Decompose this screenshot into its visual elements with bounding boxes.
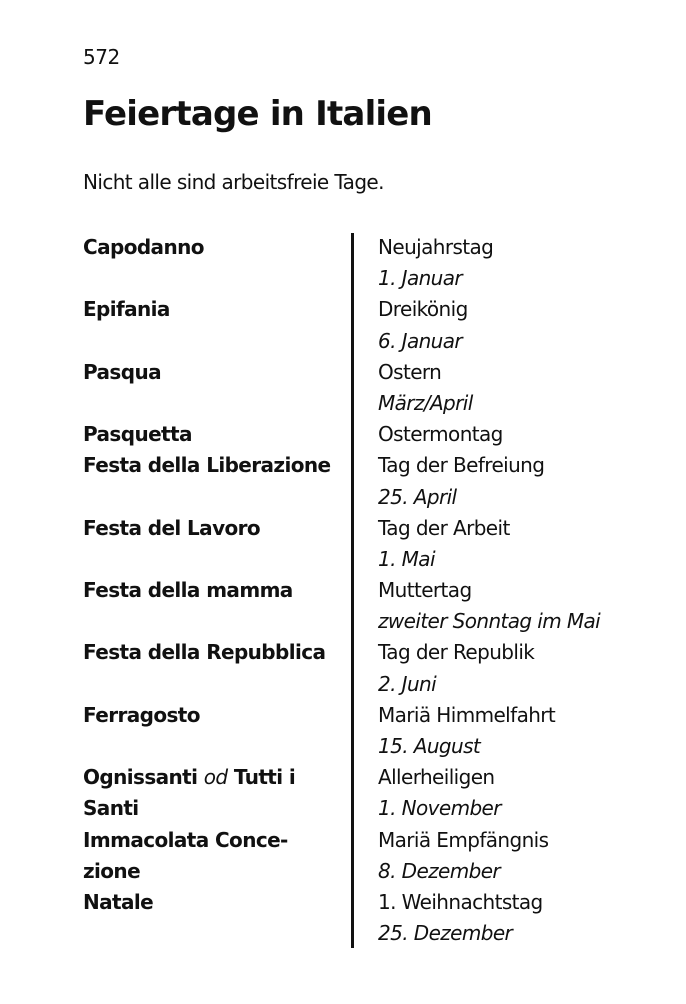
- holiday-date: 2. Juni: [378, 671, 437, 696]
- holiday-date: 6. Januar: [378, 328, 463, 353]
- or-connector: od: [203, 765, 228, 790]
- column-divider: [351, 233, 354, 948]
- german-name: Allerheiligen: [378, 765, 495, 790]
- german-name: Neujahrstag: [378, 235, 494, 259]
- holiday-date: 1. Januar: [378, 266, 463, 291]
- german-name: Mariä Empfängnis: [378, 827, 549, 852]
- subtitle: Nicht alle sind arbeitsfreie Tage.: [83, 170, 384, 194]
- italian-name: Epifania: [83, 297, 170, 322]
- german-name: Dreikönig: [378, 297, 468, 322]
- german-names-column: [378, 232, 678, 949]
- holiday-date: zweiter Sonntag im Mai: [378, 609, 601, 634]
- italian-name-continuation: Santi: [83, 796, 139, 821]
- german-name: Tag der Arbeit: [378, 515, 510, 540]
- holiday-date: 8. Dezember: [378, 858, 501, 883]
- italian-name: Pasquetta: [83, 422, 192, 447]
- page-title: Feiertage in Italien: [83, 94, 432, 134]
- italian-name: Festa della Liberazione: [83, 453, 331, 478]
- holiday-date: März/April: [378, 390, 473, 415]
- page-number: 572: [83, 45, 120, 69]
- italian-name: Ognissanti od Tutti i: [83, 765, 296, 790]
- italian-name: Festa del Lavoro: [83, 515, 261, 540]
- german-name: Tag der Befreiung: [378, 453, 545, 478]
- italian-name: Immacolata Conce-: [83, 827, 288, 852]
- italian-name: Natale: [83, 889, 154, 914]
- german-name: Tag der Republik: [378, 640, 535, 665]
- holiday-date: 1. November: [378, 796, 501, 821]
- holiday-date: 15. August: [378, 734, 481, 758]
- german-name: Ostern: [378, 359, 442, 384]
- italian-name: Festa della mamma: [83, 578, 293, 603]
- german-name: Ostermontag: [378, 422, 503, 447]
- holiday-date: 25. April: [378, 484, 457, 509]
- german-name: 1. Weihnachtstag: [378, 889, 543, 914]
- holiday-date: 25. Dezember: [378, 921, 513, 946]
- italian-name: Pasqua: [83, 359, 161, 384]
- german-name: Muttertag: [378, 578, 472, 603]
- italian-names-column: [83, 232, 345, 949]
- italian-name: Festa della Repubblica: [83, 640, 326, 665]
- holiday-date: 1. Mai: [378, 546, 435, 571]
- italian-name: Capodanno: [83, 235, 204, 259]
- italian-name-continuation: zione: [83, 858, 141, 883]
- italian-name: Ferragosto: [83, 702, 200, 727]
- german-name: Mariä Himmelfahrt: [378, 702, 556, 727]
